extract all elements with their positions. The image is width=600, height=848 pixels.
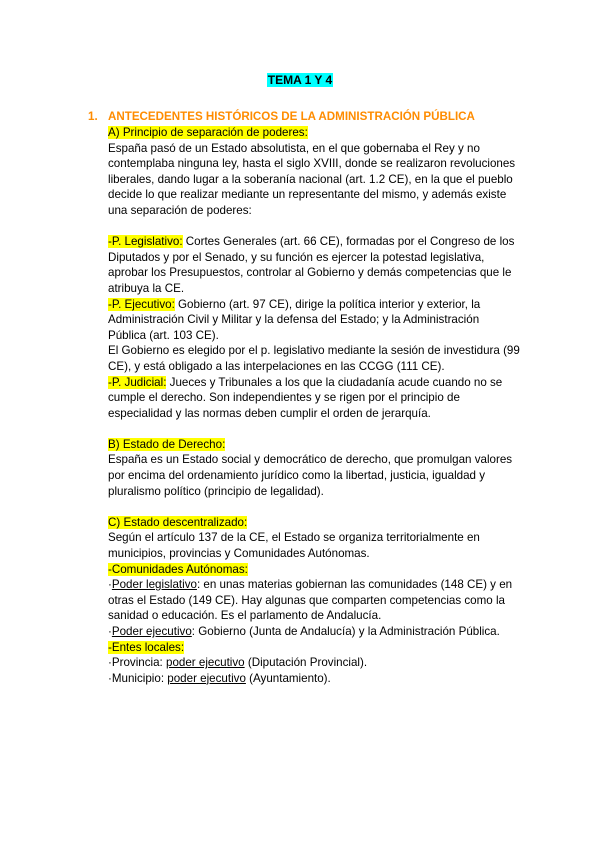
subheading-c-text: C) Estado descentralizado: — [108, 515, 248, 529]
legislativo-label: -P. Legislativo: — [108, 235, 183, 249]
poder-ejecutivo-label: Poder ejecutivo — [111, 625, 192, 638]
spacer — [108, 219, 520, 235]
subheading-a-text: A) Principio de separación de poderes: — [108, 126, 308, 139]
document-body — [108, 125, 520, 686]
ccaa-label — [108, 562, 520, 578]
paragraph-legislativo — [108, 234, 520, 296]
section-heading-text: ANTECEDENTES HISTÓRICOS DE LA ADMINISTRACIÓN PÚBLICA — [108, 110, 475, 123]
subheading-b-text: B) Estado de Derecho: — [108, 437, 226, 451]
paragraph-c-intro: Según el artículo 137 de la CE, el Estado se organiza territorialmente en municipios, provincias y Comunidades Autónomas. — [108, 531, 480, 561]
provincia-poder-label: poder ejecutivo — [166, 656, 245, 670]
subheading-a — [108, 125, 520, 141]
spacer — [108, 499, 520, 515]
bullet: · — [108, 578, 112, 592]
paragraph-b: España es un Estado social y democrático de derecho, que promulgan valores por encima del ordenamiento jurídico como la libertad, justicia, igualdad y pluralismo político (principio de legalidad). — [108, 453, 513, 498]
section-number: 1. — [88, 110, 98, 123]
provincia-text: (Diputación Provincial). — [244, 656, 368, 670]
paragraph-judicial — [108, 375, 520, 422]
bullet: · — [108, 625, 112, 638]
paragraph-poder-legislativo — [108, 577, 520, 624]
subheading-b — [108, 437, 520, 453]
paragraph-a-intro: España pasó de un Estado absolutista, en el que gobernaba el Rey y no contemplaba ninguna ley, hasta el siglo XVIII, donde se realizaron revoluciones liberales, dando lugar a la soberanía nacional (art. 1.2 CE), en la que el pueblo decide lo que realizar mediante un representante del mismo, y además existe una separación de poderes: — [108, 141, 516, 217]
poder-legislativo-text: : en unas materias gobiernan las comunidades (148 CE) y en otras el Estado (149 CE). Hay algunas que comparten competencias como la sanidad o educación. Es el parlamento de Andalucía. — [108, 578, 513, 623]
ejecutivo-label: -P. Ejecutivo: — [108, 297, 175, 311]
ccaa-label-text: -Comunidades Autónomas: — [108, 562, 248, 576]
legislativo-text: Cortes Generales (art. 66 CE), formadas por el Congreso de los Diputados y por el Senado, y su función es ejercer la potestad legislativa, aprobar los Presupuestos, controlar al Gobierno y demás competencias que le atribuya la CE. — [108, 235, 515, 295]
municipio-prefix: ·Municipio: — [108, 671, 168, 685]
municipio-poder-label: poder ejecutivo — [167, 671, 246, 685]
poder-ejecutivo-text: : Gobierno (Junta de Andalucía) y la Administración Pública. — [191, 625, 500, 638]
entes-label — [108, 640, 520, 656]
subheading-c — [108, 515, 520, 531]
paragraph-municipio — [108, 671, 520, 687]
spacer — [108, 421, 520, 437]
municipio-text: (Ayuntamiento). — [245, 671, 331, 685]
entes-label-text: -Entes locales: — [108, 640, 185, 654]
paragraph-gobierno: El Gobierno es elegido por el p. legislativo mediante la sesión de investidura (99 CE), y está obligado a las interpelaciones en las CCGG (111 CE). — [108, 344, 520, 373]
paragraph-provincia — [108, 655, 520, 671]
document-title — [0, 73, 600, 88]
judicial-label: -P. Judicial: — [108, 375, 167, 389]
poder-legislativo-label: Poder legislativo — [111, 578, 197, 592]
paragraph-poder-ejecutivo — [108, 624, 520, 640]
section-heading — [88, 109, 568, 124]
ejecutivo-text: Gobierno (art. 97 CE), dirige la política interior y exterior, la Administración Civil y Militar y la defensa del Estado; y la Administración Pública (art. 103 CE). — [108, 297, 481, 342]
paragraph-ejecutivo — [108, 297, 520, 344]
provincia-prefix: ·Provincia: — [108, 656, 166, 670]
title-text: TEMA 1 Y 4 — [267, 73, 333, 87]
judicial-text: Jueces y Tribunales a los que la ciudadanía acude cuando no se cumple el derecho. Son independientes y se rigen por el principio de especialidad y las normas deben cumplir el orden de jerarquía. — [108, 375, 503, 420]
